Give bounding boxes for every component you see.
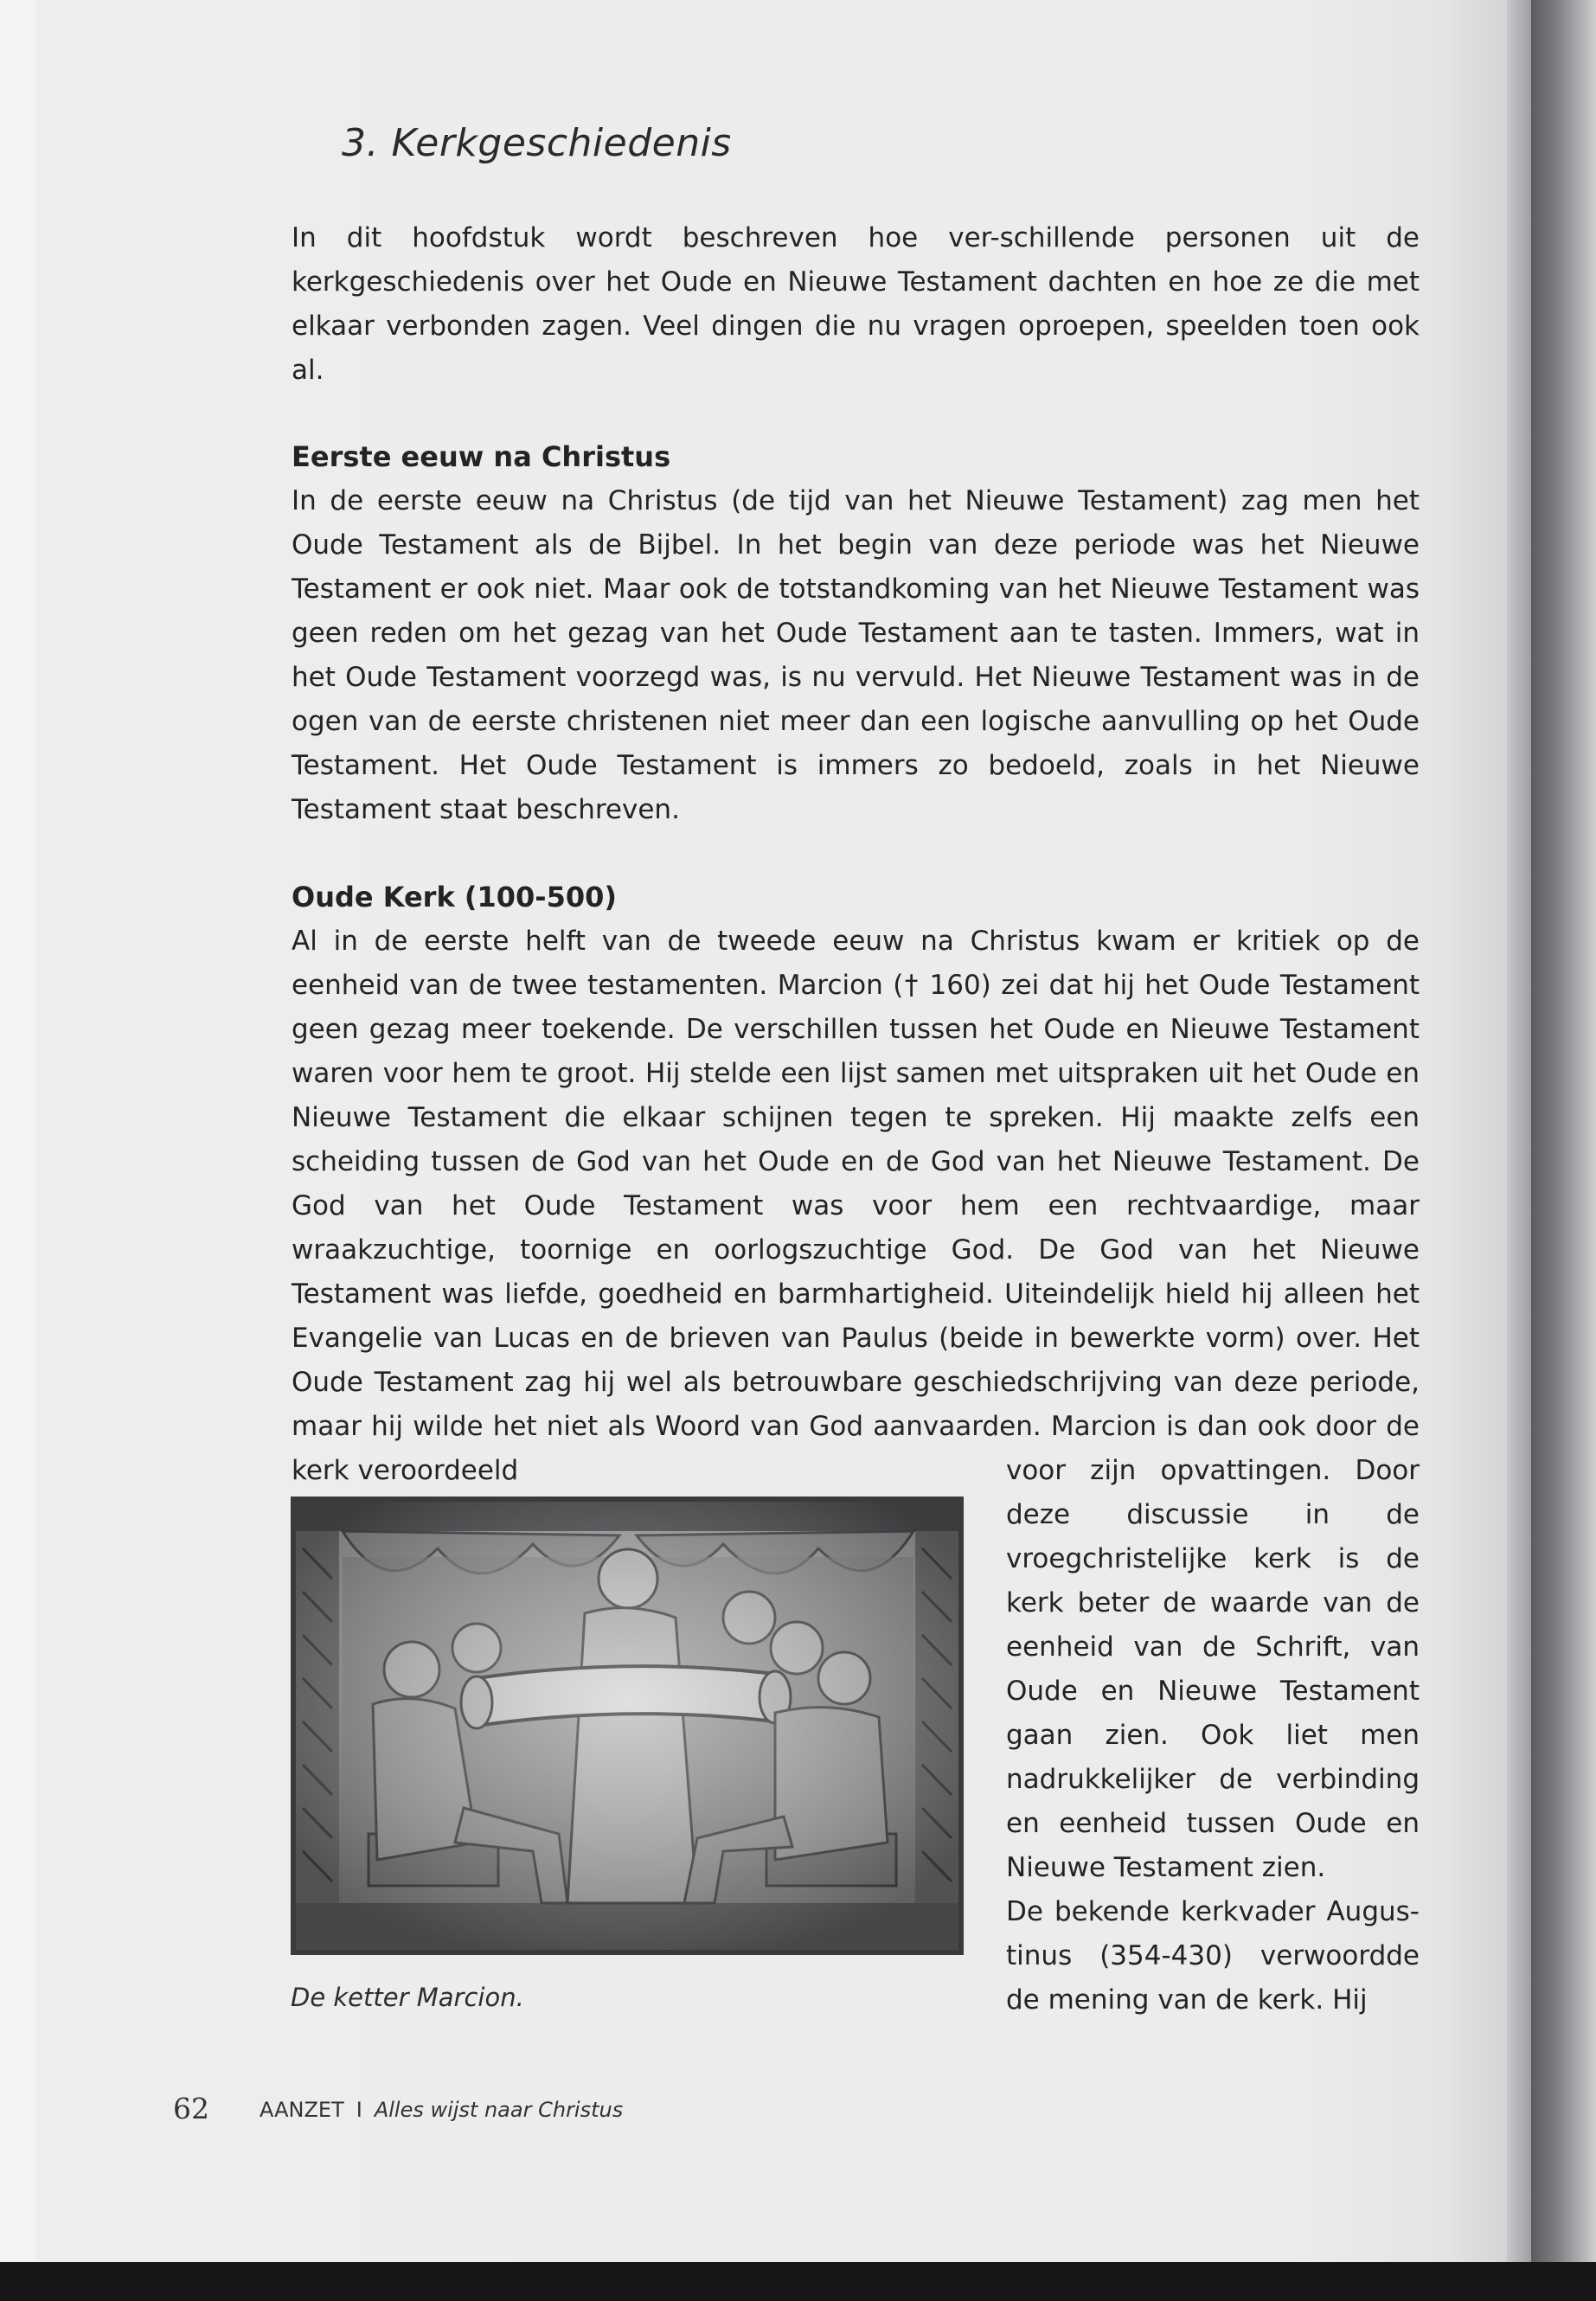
background-left (0, 0, 36, 2301)
series-name: AANZET (260, 2098, 344, 2122)
running-footer (260, 2098, 623, 2122)
section-heading-first-century: Eerste eeuw na Christus (292, 440, 671, 473)
bottom-dark-edge (0, 2262, 1596, 2301)
augustinus-paragraph: De bekende kerkvader Augus-tinus (354-430) verwoordde de mening van de kerk. Hij (1006, 1896, 1420, 2016)
book-subtitle: Alles wijst naar Christus (374, 2098, 624, 2122)
section-body-old-church: Al in de eerste helft van de tweede eeuw na Christus kwam er kritiek op de eenheid van de twee testamenten. Marcion († 160) zei dat hij het Oude Testament geen gezag meer toekende. De verschillen tussen het Oude en Nieuwe Testament waren voor hem te groot. Hij stelde een lijst samen met uitspraken uit het Oude en Nieuwe Testament die elkaar schijnen tegen te spreken. Hij maakte zelfs een scheiding tussen de God van het Oude en de God van het Nieuwe Testament. De God van het Oude Testament was voor hem een rechtvaardige, maar wraakzuchtige, toornige en oorlogszuchtige God. De God van het Nieuwe Testament was liefde, goedheid en barmhartigheid. Uiteindelijk hield hij alleen het Evangelie van Lucas en de brieven van Paulus (beide in bewerkte vorm) over. Het Oude Testament zag hij wel als betrouwbare geschiedschrijving van deze periode, maar hij wilde het niet als Woord van God aanvaarden. Marcion is dan ook door de kerk veroordeeld (292, 926, 1420, 1486)
section-heading-old-church: Oude Kerk (100-500) (292, 881, 617, 913)
relief-illustration (291, 1497, 964, 1955)
section-body-first-century: In de eerste eeuw na Christus (de tijd van het Nieuwe Testament) zag men het Oude Testament als de Bijbel. In het begin van deze periode was het Nieuwe Testament er ook niet. Maar ook de totstandkoming van het Nieuwe Testament was geen reden om het gezag van het Oude Testament aan te tasten. Immers, wat in het Oude Testament voorzegd was, is nu vervuld. Het Nieuwe Testament was in de ogen van de eerste christenen niet meer dan een logische aanvulling op het Oude Testament. Het Oude Testament is immers zo bedoeld, zoals in het Nieuwe Testament staat beschreven. (292, 485, 1420, 825)
page-number: 62 (173, 2092, 209, 2125)
figure-caption: De ketter Marcion. (291, 1983, 524, 2012)
intro-paragraph: In dit hoofdstuk wordt beschreven hoe ver-schillende personen uit de kerkgeschiedenis over het Oude en Nieuwe Testament dachten en hoe ze die met elkaar verbonden zagen. Veel dingen die nu vragen oproepen, speelden toen ook al. (292, 222, 1420, 386)
wrapped-text-column (1006, 1449, 1420, 2022)
page-edge-shadow (1507, 0, 1531, 2262)
section-body-continued: voor zijn opvattingen. Door deze discussie in de vroegchristelijke kerk is de kerk beter de waarde van de eenheid van de Schrift, van Oude en Nieuwe Testament gaan zien. Ook liet men nadrukkelijker de verbinding en eenheid tussen Oude en Nieuwe Testament zien. (1006, 1455, 1420, 1883)
footer-separator: I (356, 2098, 362, 2122)
book-fore-edge (1531, 0, 1596, 2262)
marcion-relief-image (291, 1497, 964, 1955)
chapter-title: 3. Kerkgeschiedenis (342, 121, 732, 165)
